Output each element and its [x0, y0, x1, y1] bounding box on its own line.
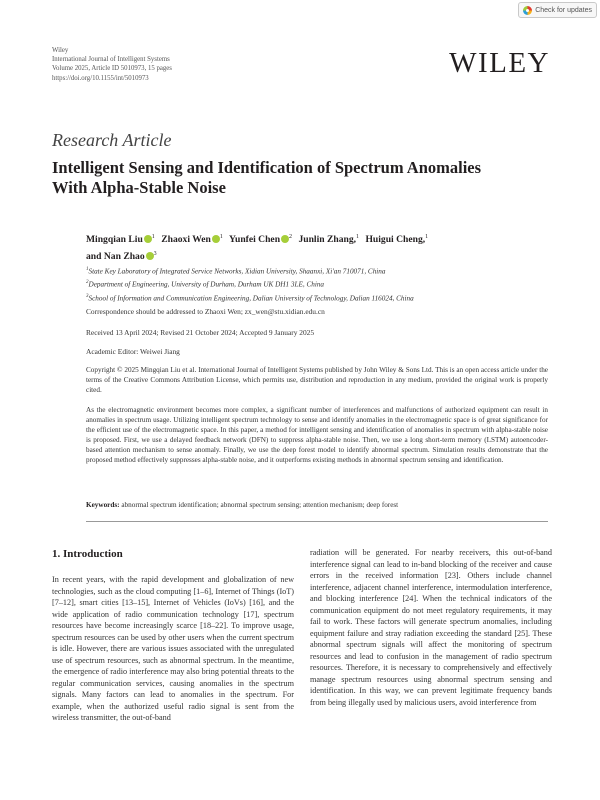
author: and Nan Zhao $^3$ — [86, 251, 157, 263]
affiliation: $^1$State Key Laboratory of Integrated Service Networks, Xidian University, Shaanxi, Xi'an 710071, China — [86, 267, 386, 276]
check-for-updates-label: Check for updates — [535, 6, 592, 14]
crossmark-icon — [523, 6, 532, 15]
article-type: Research Article — [52, 130, 172, 150]
section-heading: 1. Introduction — [52, 548, 123, 560]
orcid-icon[interactable] — [146, 252, 154, 260]
academic-editor: Academic Editor: Weiwei Jiang — [86, 347, 180, 356]
body-column-right: radiation will be generated. For nearby receivers, this out-of-band interference signal can lead to in-band blocking of the receiver and cause errors in the received information [23]. Others include channel interference, adjacent channel interference, intermodulation interference, and blocking interference [24]. When the technical indicators of the communication equipment do not meet regulatory requirements, it may fail to work. These factors will generate spectrum anomalies, including equipment failure and stray radiation exceeding the standard [25]. These abnormal spectrum signals will affect the monitoring of spectrum resources and lead to confusion in the management of radio spectrum resources. Therefore, it is necessary to comprehensively and effectively manage spectrum resources using abnormal spectrum sensing and identification. In this way, we can prevent legitimate frequency bands from being illegally used by malicious users, avoid interference from — [310, 548, 552, 707]
volume-info: Volume 2025, Article ID 5010973, 15 pages — [52, 65, 172, 73]
wiley-logo: WILEY — [449, 47, 550, 79]
author: Zhaoxi Wen $^1$ — [161, 234, 223, 246]
orcid-icon[interactable] — [144, 235, 152, 243]
journal-meta — [52, 46, 172, 83]
copyright-notice: Copyright © 2025 Mingqian Liu et al. International Journal of Intelligent Systems published by John Wiley & Sons Ltd. This is an open access article under the terms of the Creative Commons Attribution License, which permits use, distribution and reproduction in any medium, provided the original work is properly cited. — [86, 366, 548, 394]
doi-link[interactable]: https://doi.org/10.1155/int/5010973 — [52, 74, 149, 82]
body-column-left: In recent years, with the rapid development and globalization of new technologies, such as the cloud computing [1–6], Internet of Things (IoT) [7–12], smart cities [13–15], Internet of Vehicles (IoVs) [16], and the wide application of radio communication technology [17], spectrum resources have become increasingly scarce [18–22]. To improve usage, spectrum resources can be used by other users when the current spectrum is idle. However, there are various issues associated with the unregulated use of spectrum resources, such as abnormal spectrum. In the meantime, the emergence of radio interference may also bring potential threats to the regular communication services, causing anomalies in the spectrum signals. Many factors can lead to anomalies in the spectrum. For example, when the authorized useful radio signal is sent from the wireless transmitter, the out-of-band — [52, 575, 294, 722]
abstract: As the electromagnetic environment becomes more complex, a significant number of interferences and malfunctions of authorized equipment can result in anomalies in spectrum usage. Utilizing intelligent spectrum technology to sense and identify anomalies in the electromagnetic space is of great significance for the efficient use of the electromagnetic space. In this paper, a method for intelligent sensing and identification of anomalies in spectrum with alpha-stable noise is proposed. First, we use a delayed feedback network (DFN) to suppress alpha-stable noise. Then, we use a long short-term memory (LSTM) autoencoder-based attention mechanism to sense anomaly. Finally, we use the deep forest model to identify abnormal spectrum. Simulation results demonstrate that the proposed method effectively suppresses alpha-stable noise, and it outperforms existing methods in abnormal spectrum sensing and identification. — [86, 406, 548, 464]
orcid-icon[interactable] — [212, 235, 220, 243]
affiliations — [86, 264, 546, 304]
author-list — [86, 230, 526, 264]
divider — [86, 521, 548, 522]
author: Mingqian Liu $^1$ — [86, 234, 155, 246]
correspondence: Correspondence should be addressed to Zhaoxi Wen; zx_wen@stu.xidian.edu.cn — [86, 307, 325, 316]
check-for-updates-button[interactable] — [518, 2, 597, 18]
affiliation: $^2$Department of Engineering, University of Durham, Durham UK DH1 3LE, China — [86, 280, 325, 289]
orcid-icon[interactable] — [281, 235, 289, 243]
keywords — [86, 500, 548, 510]
author: Junlin Zhang,$^1$ — [298, 234, 360, 246]
author: Huigui Cheng,$^1$ — [365, 234, 429, 246]
affiliation: $^3$School of Information and Communication Engineering, Dalian University of Technology, Dalian 116024, China — [86, 293, 414, 303]
keywords-text: abnormal spectrum identification; abnormal spectrum sensing; attention mechanism; deep forest — [121, 501, 399, 509]
publisher-name: Wiley — [52, 47, 69, 54]
journal-name: International Journal of Intelligent Systems — [52, 56, 170, 64]
paper-title: Intelligent Sensing and Identification of Spectrum Anomalies With Alpha-Stable Noise — [52, 158, 482, 197]
article-dates: Received 13 April 2024; Revised 21 October 2024; Accepted 9 January 2025 — [86, 328, 315, 337]
keywords-label: Keywords: — [86, 501, 120, 509]
author: Yunfei Chen $^2$ — [228, 234, 293, 246]
